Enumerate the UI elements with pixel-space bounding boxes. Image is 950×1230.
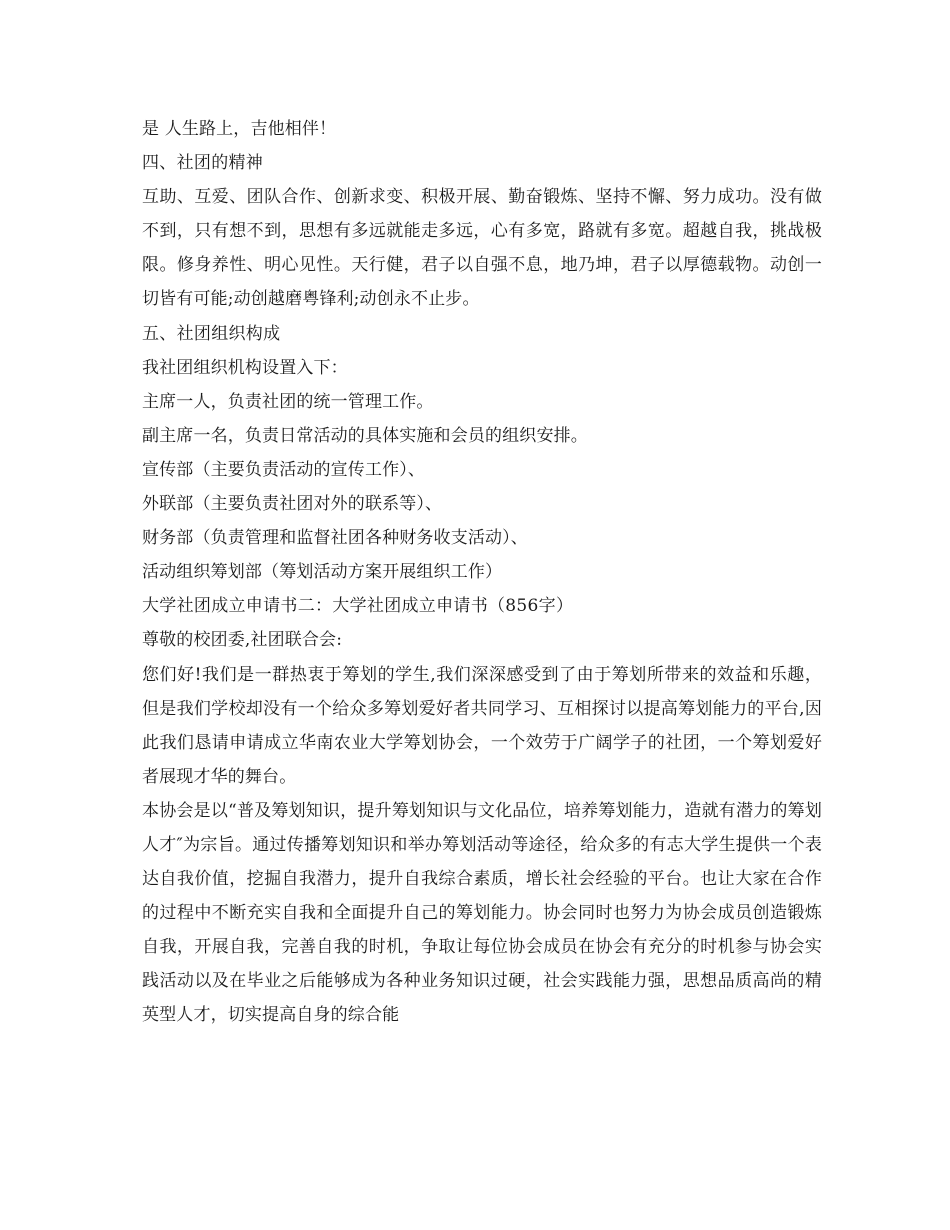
list-item-planning-dept: 活动组织筹划部（筹划活动方案开展组织工作）: [142, 562, 503, 583]
list-item-chairman: 主席一人，负责社团的统一管理工作。: [142, 391, 434, 412]
list-item-vice-chairman: 副主席一名，负责日常活动的具体实施和会员的组织安排。: [142, 425, 588, 446]
salutation: 尊敬的校团委,社团联合会:: [142, 630, 343, 651]
list-item-finance-dept: 财务部（负责管理和监督社团各种财务收支活动）、: [142, 528, 528, 549]
heading-club-spirit: 四、社团的精神: [142, 153, 264, 174]
paragraph-guitar-closing: 是 人生路上，吉他相伴！: [142, 119, 337, 139]
document-body: [142, 112, 822, 1033]
heading-club-structure: 五、社团组织构成: [142, 323, 281, 344]
paragraph-structure-intro: 我社团组织机构设置入下：: [142, 357, 348, 378]
list-item-publicity-dept: 宣传部（主要负责活动的宣传工作）、: [142, 459, 426, 480]
paragraph-greeting: 您们好!我们是一群热衷于筹划的学生,我们深深感受到了由于筹划所带来的效益和乐趣，但是我们学校却没有一个给众多筹划爱好者共同学习、互相探讨以提高筹划能力的平台,因此我们恳请申请成立华南农业大学筹划协会，一个效劳于广阔学子的社团，一个筹划爱好者展现才华的舞台。: [142, 664, 822, 787]
paragraph-association-purpose: 本协会是以“普及筹划知识，提升筹划知识与文化品位，培养筹划能力，造就有潜力的筹划人才″为宗旨。通过传播筹划知识和举办筹划活动等途径，给众多的有志大学生提供一个表达自我价值，挖掘自我潜力，提升自我综合素质，增长社会经验的平台。也让大家在合作的过程中不断充实自我和全面提升自己的筹划能力。协会同时也努力为协会成员创造锻炼自我，开展自我，完善自我的时机，争取让每位协会成员在协会有充分的时机参与协会实践活动以及在毕业之后能够成为各种业务知识过硬，社会实践能力强，思想品质高尚的精英型人才，切实提高自身的综合能: [142, 800, 822, 1026]
list-item-liaison-dept: 外联部（主要负责社团对外的联系等）、: [142, 494, 443, 515]
paragraph-club-spirit: 互助、互爱、团队合作、创新求变、积极开展、勤奋锻炼、坚持不懈、努力成功。没有做不到，只有想不到，思想有多远就能走多远，心有多宽，路就有多宽。超越自我，挑战极限。修身养性、明心见性。天行健，君子以自强不息，地乃坤，君子以厚德载物。动创一切皆有可能;动创越磨粤锋利;动创永不止步。: [142, 187, 822, 310]
heading-application-two: 大学社团成立申请书二：大学社团成立申请书（856字）: [142, 596, 574, 617]
